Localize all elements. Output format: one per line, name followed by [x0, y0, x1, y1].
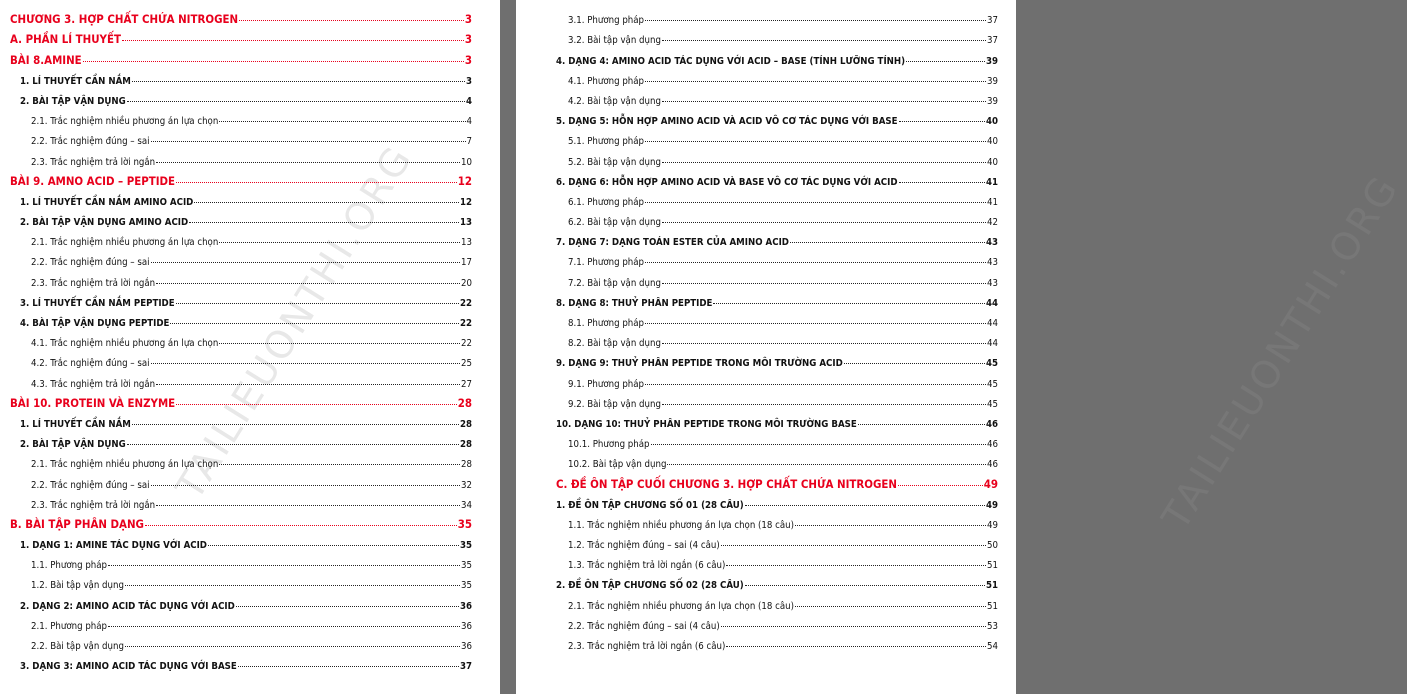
- dot-leader: [125, 646, 460, 647]
- toc-entry-page-number: 3: [464, 52, 472, 67]
- dot-leader: [745, 585, 985, 586]
- toc-entry-page-number: 51: [985, 580, 998, 592]
- dot-leader: [726, 646, 986, 647]
- toc-entry[interactable]: [556, 470, 998, 490]
- toc-entry-page-number: 44: [987, 338, 998, 350]
- dot-leader: [151, 262, 460, 263]
- toc-entry-label: 1.1. Phương pháp: [31, 560, 108, 572]
- toc-entry-label: BÀI 9. AMNO ACID – PEPTIDE: [10, 173, 176, 188]
- toc-entry[interactable]: [10, 147, 472, 167]
- toc-entry-label: 1.1. Trắc nghiệm nhiều phương án lựa chọn (18 câu): [568, 519, 794, 531]
- toc-entry-page-number: 45: [985, 358, 998, 370]
- toc-entry-label: 2.3. Trắc nghiệm trả lời ngắn: [31, 277, 156, 289]
- toc-entry-label: 1. ĐỀ ÔN TẬP CHƯƠNG SỐ 01 (28 CÂU): [556, 499, 744, 511]
- toc-entry[interactable]: [10, 531, 472, 551]
- dot-leader: [790, 242, 985, 243]
- dot-leader: [219, 242, 460, 243]
- toc-entry-page-number: 36: [461, 641, 472, 652]
- toc-entry[interactable]: [556, 67, 998, 87]
- toc-entry-page-number: 22: [459, 318, 472, 329]
- toc-entry-page-number: 49: [987, 519, 998, 531]
- dot-leader: [170, 323, 459, 324]
- toc-entry-page-number: 3: [464, 32, 472, 47]
- toc-entry[interactable]: [10, 491, 472, 511]
- toc-entry-label: 6.2. Bài tập vận dụng: [568, 217, 661, 229]
- toc-entry[interactable]: [10, 26, 472, 46]
- dot-leader: [194, 202, 459, 203]
- toc-entry-label: 9. DẠNG 9: THUỶ PHÂN PEPTIDE TRONG MÔI TRƯỜNG ACID: [556, 358, 843, 370]
- toc-entry-label: 4.1. Trắc nghiệm nhiều phương án lựa chọn: [31, 338, 219, 350]
- dot-leader: [844, 363, 985, 364]
- dot-leader: [645, 323, 986, 324]
- dot-leader: [108, 565, 460, 566]
- toc-entry-label: C. ĐỀ ÔN TẬP CUỐI CHƯƠNG 3. HỢP CHẤT CHỨA NITROGEN: [556, 476, 897, 491]
- toc-entry[interactable]: [556, 87, 998, 107]
- document-page-left: [0, 0, 500, 694]
- toc-entry-label: 10.2. Bài tập vận dụng: [568, 459, 667, 471]
- toc-entry-page-number: 45: [987, 378, 998, 390]
- toc-entry[interactable]: [556, 591, 998, 611]
- toc-entry-label: 2.2. Trắc nghiệm đúng – sai: [31, 479, 150, 491]
- dot-leader: [208, 545, 459, 546]
- dot-leader: [189, 222, 459, 223]
- toc-entry[interactable]: [10, 228, 472, 248]
- dot-leader: [156, 283, 460, 284]
- toc-entry[interactable]: [556, 329, 998, 349]
- toc-entry[interactable]: [10, 208, 472, 228]
- toc-entry-page-number: 37: [987, 35, 998, 47]
- toc-entry-page-number: 41: [987, 196, 998, 208]
- toc-entry-page-number: 44: [985, 297, 998, 309]
- toc-entry-label: 1. LÍ THUYẾT CẦN NẮM: [20, 75, 131, 87]
- toc-entry[interactable]: [10, 168, 472, 188]
- toc-entry-label: CHƯƠNG 3. HỢP CHẤT CHỨA NITROGEN: [10, 12, 239, 27]
- toc-entry-label: 4.2. Trắc nghiệm đúng – sai: [31, 358, 150, 370]
- toc-entry-page-number: 27: [461, 378, 472, 390]
- toc-entry-page-number: 3: [465, 75, 472, 87]
- toc-entry-page-number: 35: [459, 540, 472, 552]
- toc-entry-label: 2. BÀI TẬP VẬN DỤNG: [20, 95, 126, 107]
- toc-entry-page-number: 43: [985, 237, 998, 249]
- dot-leader: [122, 40, 464, 41]
- toc-entry-page-number: 13: [459, 217, 472, 229]
- toc-entry[interactable]: [10, 632, 472, 652]
- dot-leader: [662, 162, 986, 163]
- toc-entry-label: 10.1. Phương pháp: [568, 439, 650, 451]
- toc-entry-label: 5.2. Bài tập vận dụng: [568, 156, 661, 168]
- toc-entry[interactable]: [10, 67, 472, 87]
- toc-entry-page-number: 40: [985, 116, 998, 128]
- dot-leader: [151, 485, 460, 486]
- toc-entry[interactable]: [10, 268, 472, 288]
- toc-entry[interactable]: [556, 571, 998, 591]
- toc-entry-page-number: 45: [987, 398, 998, 410]
- toc-entry-page-number: 10: [461, 156, 472, 168]
- dot-leader: [721, 626, 986, 627]
- dot-leader: [662, 283, 986, 284]
- toc-entry-label: 2.1. Trắc nghiệm nhiều phương án lựa chọn: [31, 459, 219, 471]
- toc-entry[interactable]: [10, 511, 472, 531]
- dot-leader: [219, 343, 460, 344]
- toc-entry-label: 6.1. Phương pháp: [568, 196, 645, 208]
- dot-leader: [898, 485, 983, 486]
- toc-entry[interactable]: [556, 309, 998, 329]
- toc-entry-label: 2.3. Trắc nghiệm trả lời ngắn (6 câu): [568, 641, 726, 652]
- dot-leader: [721, 545, 986, 546]
- toc-entry-label: 9.1. Phương pháp: [568, 378, 645, 390]
- toc-entry-label: 7. DẠNG 7: DẠNG TOÁN ESTER CỦA AMINO ACID: [556, 237, 789, 249]
- toc-entry-page-number: 37: [987, 15, 998, 27]
- toc-entry-label: 1.2. Trắc nghiệm đúng – sai (4 câu): [568, 540, 720, 552]
- toc-entry[interactable]: [10, 591, 472, 611]
- dot-leader: [151, 141, 466, 142]
- dot-leader: [83, 61, 464, 62]
- toc-entry-label: 2.1. Trắc nghiệm nhiều phương án lựa chọn (18 câu): [568, 600, 794, 612]
- dot-leader: [176, 303, 459, 304]
- toc-entry-page-number: 44: [987, 318, 998, 329]
- toc-entry-label: 3.2. Bài tập vận dụng: [568, 35, 661, 47]
- toc-entry[interactable]: [556, 26, 998, 46]
- toc-entry-label: 4.1. Phương pháp: [568, 75, 645, 87]
- toc-entry-page-number: 39: [987, 75, 998, 87]
- document-page-right: [516, 0, 1407, 694]
- toc-entry-page-number: 17: [461, 257, 472, 269]
- toc-entry-label: 2. BÀI TẬP VẬN DỤNG AMINO ACID: [20, 217, 189, 229]
- toc-entry[interactable]: [10, 309, 472, 329]
- toc-entry-label: 2.1. Phương pháp: [31, 620, 108, 632]
- dot-leader: [219, 464, 460, 465]
- toc-entry[interactable]: [556, 248, 998, 268]
- dot-leader: [156, 505, 460, 506]
- dot-leader: [899, 182, 985, 183]
- dot-leader: [108, 626, 460, 627]
- toc-entry[interactable]: [556, 349, 998, 369]
- toc-entry[interactable]: [10, 390, 472, 410]
- toc-entry-label: 5. DẠNG 5: HỖN HỢP AMINO ACID VÀ ACID VÔ CƠ TÁC DỤNG VỚI BASE: [556, 116, 898, 128]
- dot-leader: [219, 121, 465, 122]
- toc-entry[interactable]: [556, 107, 998, 127]
- toc-entry-page-number: 13: [461, 237, 472, 249]
- toc-entry-label: 5.1. Phương pháp: [568, 136, 645, 148]
- toc-entry-page-number: 32: [461, 479, 472, 491]
- toc-entry-page-number: 34: [461, 499, 472, 511]
- toc-entry[interactable]: [10, 127, 472, 147]
- toc-entry-label: 2. ĐỀ ÔN TẬP CHƯƠNG SỐ 02 (28 CÂU): [556, 580, 744, 592]
- toc-entry-label: 7.1. Phương pháp: [568, 257, 645, 269]
- dot-leader: [745, 505, 985, 506]
- toc-entry[interactable]: [10, 652, 472, 672]
- toc-entry-label: 3.1. Phương pháp: [568, 15, 645, 27]
- toc-entry-page-number: 4: [465, 95, 472, 107]
- toc-entry-label: 8.2. Bài tập vận dụng: [568, 338, 661, 350]
- toc-entry-label: 1. DẠNG 1: AMINE TÁC DỤNG VỚI ACID: [20, 540, 207, 552]
- table-of-contents-right: [556, 6, 998, 652]
- dot-leader: [645, 262, 986, 263]
- toc-entry-label: 8. DẠNG 8: THUỶ PHÂN PEPTIDE: [556, 297, 713, 309]
- toc-entry[interactable]: [556, 612, 998, 632]
- toc-entry-page-number: 51: [987, 560, 998, 572]
- toc-entry[interactable]: [556, 430, 998, 450]
- toc-entry-page-number: 12: [459, 196, 472, 208]
- toc-entry-label: A. PHẦN LÍ THUYẾT: [10, 32, 121, 47]
- toc-entry-page-number: 28: [459, 439, 472, 451]
- toc-entry[interactable]: [10, 410, 472, 430]
- toc-entry-label: 2.1. Trắc nghiệm nhiều phương án lựa chọn: [31, 237, 219, 249]
- toc-entry-label: 2. DẠNG 2: AMINO ACID TÁC DỤNG VỚI ACID: [20, 600, 235, 612]
- dot-leader: [651, 444, 986, 445]
- toc-entry[interactable]: [556, 268, 998, 288]
- toc-entry[interactable]: [556, 450, 998, 470]
- watermark-left: TAILIEUONTHI.ORG: [167, 136, 422, 508]
- watermark-right: TAILIEUONTHI.ORG: [1153, 166, 1407, 538]
- toc-entry-label: BÀI 8.AMINE: [10, 52, 82, 67]
- toc-entry-page-number: 25: [461, 358, 472, 370]
- toc-entry-page-number: 53: [987, 620, 998, 632]
- toc-entry-page-number: 46: [987, 459, 998, 471]
- toc-entry-page-number: 50: [987, 540, 998, 552]
- toc-entry-page-number: 51: [987, 600, 998, 612]
- toc-entry-page-number: 46: [985, 418, 998, 430]
- toc-entry-page-number: 36: [459, 600, 472, 612]
- toc-entry-page-number: 22: [461, 338, 472, 350]
- dot-leader: [151, 363, 460, 364]
- toc-entry-label: 9.2. Bài tập vận dụng: [568, 398, 661, 410]
- toc-entry-label: 4. BÀI TẬP VẬN DỤNG PEPTIDE: [20, 318, 170, 329]
- dot-leader: [645, 384, 986, 385]
- toc-entry-page-number: 37: [459, 661, 472, 673]
- toc-entry[interactable]: [556, 511, 998, 531]
- toc-entry-label: 2.2. Bài tập vận dụng: [31, 641, 124, 652]
- toc-entry[interactable]: [10, 571, 472, 591]
- toc-entry-page-number: 40: [987, 136, 998, 148]
- toc-entry-page-number: 35: [461, 560, 472, 572]
- toc-entry-label: 2.1. Trắc nghiệm nhiều phương án lựa chọn: [31, 116, 219, 128]
- toc-entry[interactable]: [10, 107, 472, 127]
- toc-entry-page-number: 42: [987, 217, 998, 229]
- toc-entry[interactable]: [10, 369, 472, 389]
- toc-entry[interactable]: [10, 349, 472, 369]
- toc-entry[interactable]: [10, 248, 472, 268]
- toc-entry-page-number: 49: [983, 476, 998, 491]
- toc-entry-page-number: 35: [457, 516, 472, 531]
- toc-entry-label: 1.3. Trắc nghiệm trả lời ngắn (6 câu): [568, 560, 726, 572]
- dot-leader: [127, 444, 459, 445]
- toc-entry[interactable]: [556, 147, 998, 167]
- toc-entry-page-number: 40: [987, 156, 998, 168]
- toc-entry-label: 2.3. Trắc nghiệm trả lời ngắn: [31, 156, 156, 168]
- toc-entry-page-number: 12: [457, 173, 472, 188]
- dot-leader: [238, 666, 459, 667]
- toc-entry[interactable]: [556, 289, 998, 309]
- dot-leader: [726, 565, 986, 566]
- toc-entry-label: 2.2. Trắc nghiệm đúng – sai: [31, 257, 150, 269]
- dot-leader: [132, 81, 465, 82]
- toc-entry[interactable]: [10, 450, 472, 470]
- toc-entry-page-number: 43: [987, 257, 998, 269]
- toc-entry[interactable]: [10, 329, 472, 349]
- toc-entry-page-number: 28: [459, 418, 472, 430]
- toc-entry[interactable]: [10, 612, 472, 632]
- dot-leader: [236, 606, 459, 607]
- toc-entry-page-number: 22: [459, 297, 472, 309]
- dot-leader: [645, 141, 986, 142]
- toc-entry-page-number: 28: [457, 395, 472, 410]
- toc-entry-label: 1. LÍ THUYẾT CẦN NẮM AMINO ACID: [20, 196, 194, 208]
- dot-leader: [145, 525, 457, 526]
- toc-entry-page-number: 54: [987, 641, 998, 652]
- toc-entry-page-number: 49: [985, 499, 998, 511]
- toc-entry-label: B. BÀI TẬP PHÂN DẠNG: [10, 516, 144, 531]
- toc-entry[interactable]: [10, 289, 472, 309]
- toc-entry-label: 2.2. Trắc nghiệm đúng – sai (4 câu): [568, 620, 720, 632]
- toc-entry-label: 1. LÍ THUYẾT CẦN NẮM: [20, 418, 131, 430]
- toc-entry-label: 7.2. Bài tập vận dụng: [568, 277, 661, 289]
- toc-entry-label: 2. BÀI TẬP VẬN DỤNG: [20, 439, 126, 451]
- toc-entry[interactable]: [556, 410, 998, 430]
- dot-leader: [667, 464, 986, 465]
- toc-entry-label: 2.3. Trắc nghiệm trả lời ngắn: [31, 499, 156, 511]
- toc-entry[interactable]: [10, 6, 472, 26]
- dot-leader: [176, 404, 457, 405]
- toc-entry-page-number: 43: [987, 277, 998, 289]
- toc-entry-label: 1.2. Bài tập vận dụng: [31, 580, 124, 592]
- toc-entry-page-number: 4: [466, 116, 472, 128]
- toc-entry-label: 10. DẠNG 10: THUỶ PHÂN PEPTIDE TRONG MÔI TRƯỜNG BASE: [556, 418, 857, 430]
- toc-entry-page-number: 35: [461, 580, 472, 592]
- toc-entry[interactable]: [556, 491, 998, 511]
- toc-entry-page-number: 20: [461, 277, 472, 289]
- toc-entry-page-number: 46: [987, 439, 998, 451]
- toc-entry[interactable]: [10, 87, 472, 107]
- toc-entry[interactable]: [10, 46, 472, 66]
- toc-entry[interactable]: [556, 390, 998, 410]
- toc-entry-page-number: 7: [466, 136, 472, 148]
- toc-entry[interactable]: [556, 369, 998, 389]
- toc-entry[interactable]: [556, 531, 998, 551]
- dot-leader: [662, 101, 986, 102]
- toc-entry[interactable]: [556, 127, 998, 147]
- toc-entry-page-number: 28: [461, 459, 472, 471]
- dot-leader: [795, 525, 986, 526]
- toc-entry-page-number: 39: [985, 55, 998, 67]
- dot-leader: [906, 61, 985, 62]
- dot-leader: [156, 162, 460, 163]
- toc-entry[interactable]: [556, 6, 998, 26]
- toc-entry[interactable]: [556, 632, 998, 652]
- toc-entry[interactable]: [10, 430, 472, 450]
- toc-entry[interactable]: [556, 168, 998, 188]
- toc-entry-page-number: 39: [987, 95, 998, 107]
- dot-leader: [662, 222, 986, 223]
- toc-entry-label: BÀI 10. PROTEIN VÀ ENZYME: [10, 395, 176, 410]
- toc-entry-label: 3. LÍ THUYẾT CẦN NẮM PEPTIDE: [20, 297, 175, 309]
- toc-entry-page-number: 36: [461, 620, 472, 632]
- dot-leader: [125, 585, 460, 586]
- toc-entry[interactable]: [556, 551, 998, 571]
- dot-leader: [662, 404, 986, 405]
- toc-entry[interactable]: [10, 551, 472, 571]
- toc-entry[interactable]: [556, 188, 998, 208]
- dot-leader: [127, 101, 465, 102]
- dot-leader: [858, 424, 985, 425]
- toc-entry-label: 4.2. Bài tập vận dụng: [568, 95, 661, 107]
- dot-leader: [662, 343, 986, 344]
- dot-leader: [132, 424, 459, 425]
- dot-leader: [713, 303, 985, 304]
- dot-leader: [156, 384, 460, 385]
- dot-leader: [662, 40, 986, 41]
- toc-entry-page-number: 41: [985, 176, 998, 188]
- toc-entry-label: 4. DẠNG 4: AMINO ACID TÁC DỤNG VỚI ACID – BASE (TÍNH LƯỠNG TÍNH): [556, 55, 906, 67]
- dot-leader: [795, 606, 986, 607]
- dot-leader: [645, 81, 986, 82]
- dot-leader: [645, 20, 986, 21]
- toc-entry-page-number: 3: [464, 12, 472, 27]
- toc-entry[interactable]: [10, 188, 472, 208]
- toc-entry-label: 6. DẠNG 6: HỖN HỢP AMINO ACID VÀ BASE VÔ CƠ TÁC DỤNG VỚI ACID: [556, 176, 898, 188]
- table-of-contents-left: [10, 6, 472, 672]
- dot-leader: [899, 121, 985, 122]
- dot-leader: [645, 202, 986, 203]
- toc-entry-label: 3. DẠNG 3: AMINO ACID TÁC DỤNG VỚI BASE: [20, 661, 237, 673]
- toc-entry[interactable]: [556, 46, 998, 66]
- dot-leader: [176, 182, 457, 183]
- toc-entry-label: 2.2. Trắc nghiệm đúng – sai: [31, 136, 150, 148]
- dot-leader: [239, 20, 464, 21]
- toc-entry-label: 8.1. Phương pháp: [568, 318, 645, 329]
- toc-entry[interactable]: [556, 228, 998, 248]
- toc-entry-label: 4.3. Trắc nghiệm trả lời ngắn: [31, 378, 156, 390]
- toc-entry[interactable]: [556, 208, 998, 228]
- toc-entry[interactable]: [10, 470, 472, 490]
